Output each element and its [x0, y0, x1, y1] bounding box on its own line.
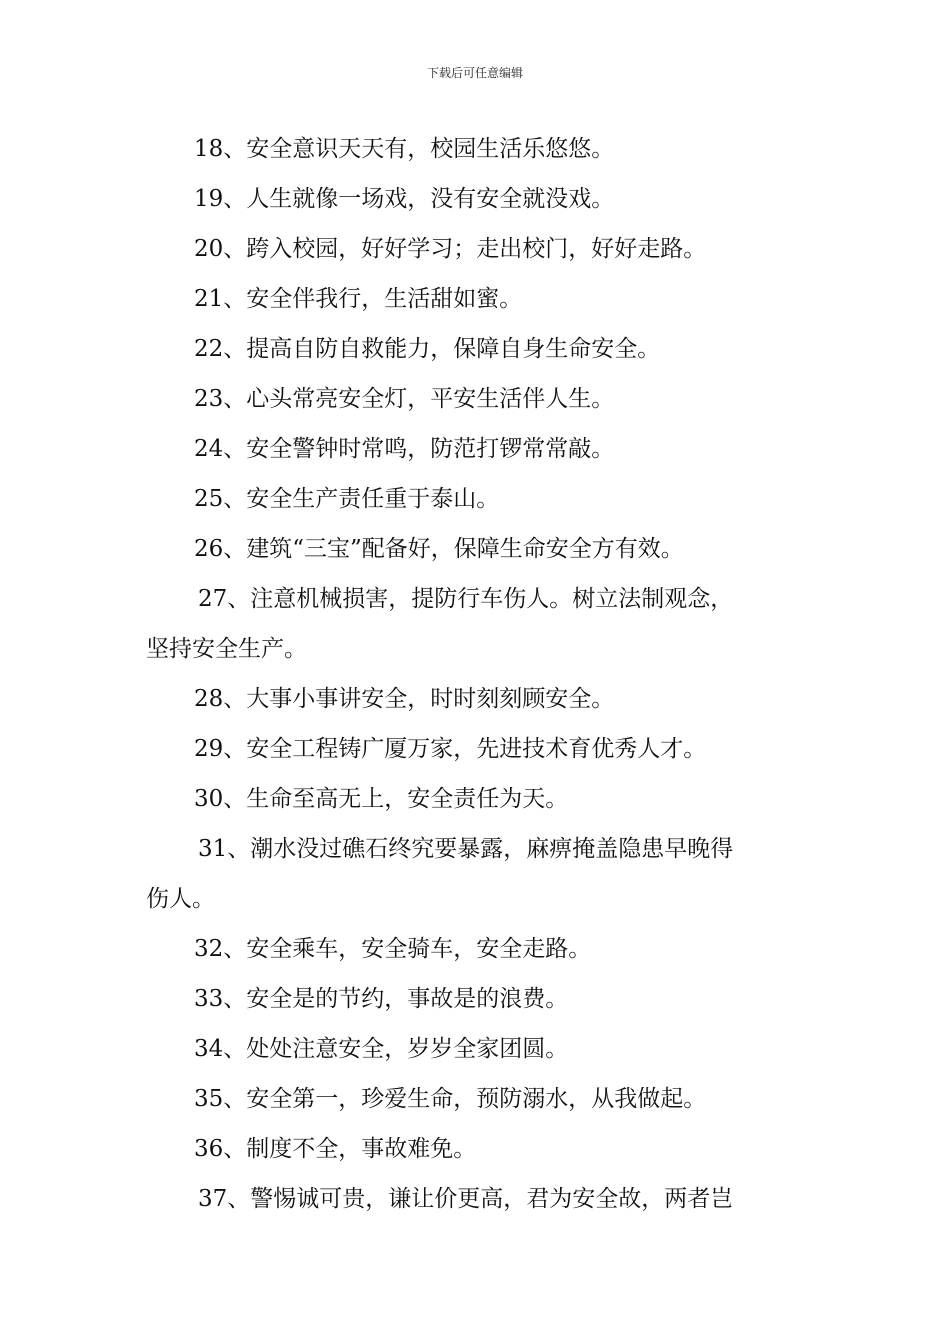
slogan-18: 18、安全意识天天有，校园生活乐悠悠。 — [194, 136, 615, 162]
slogan-31-continued: 伤人。 — [146, 886, 215, 912]
slogan-36: 36、制度不全，事故难免。 — [194, 1136, 477, 1162]
page-header: 下载后可任意编辑 — [426, 66, 523, 80]
slogan-24: 24、安全警钟时常鸣，防范打锣常常敲。 — [194, 436, 615, 462]
slogan-26: 26、建筑“三宝”配备好，保障生命安全方有效。 — [194, 536, 684, 562]
slogan-27: 27、注意机械损害，提防行车伤人。树立法制观念， — [198, 586, 734, 612]
slogan-37: 37、警惕诚可贵，谦让价更高，君为安全故，两者岂 — [198, 1186, 734, 1212]
slogan-35: 35、安全第一，珍爱生命，预防溺水，从我做起。 — [194, 1086, 707, 1112]
document-body — [146, 124, 816, 1224]
slogan-33: 33、安全是的节约，事故是的浪费。 — [194, 986, 569, 1012]
slogan-32: 32、安全乘车，安全骑车，安全走路。 — [194, 936, 592, 962]
slogan-19: 19、人生就像一场戏，没有安全就没戏。 — [194, 186, 615, 212]
slogan-27-continued: 坚持安全生产。 — [146, 636, 307, 662]
slogan-23: 23、心头常亮安全灯，平安生活伴人生。 — [194, 386, 615, 412]
slogan-31: 31、潮水没过礁石终究要暴露，麻痹掩盖隐患早晚得 — [198, 836, 734, 862]
slogan-30: 30、生命至高无上，安全责任为天。 — [194, 786, 569, 812]
slogan-22: 22、提高自防自救能力，保障自身生命安全。 — [194, 336, 661, 362]
slogan-29: 29、安全工程铸广厦万家，先进技术育优秀人才。 — [194, 736, 707, 762]
slogan-34: 34、处处注意安全，岁岁全家团圆。 — [194, 1036, 569, 1062]
slogan-21: 21、安全伴我行，生活甜如蜜。 — [194, 286, 523, 312]
slogan-25: 25、安全生产责任重于泰山。 — [194, 486, 500, 512]
slogan-20: 20、跨入校园，好好学习；走出校门，好好走路。 — [194, 236, 707, 262]
slogan-28: 28、大事小事讲安全，时时刻刻顾安全。 — [194, 686, 615, 712]
